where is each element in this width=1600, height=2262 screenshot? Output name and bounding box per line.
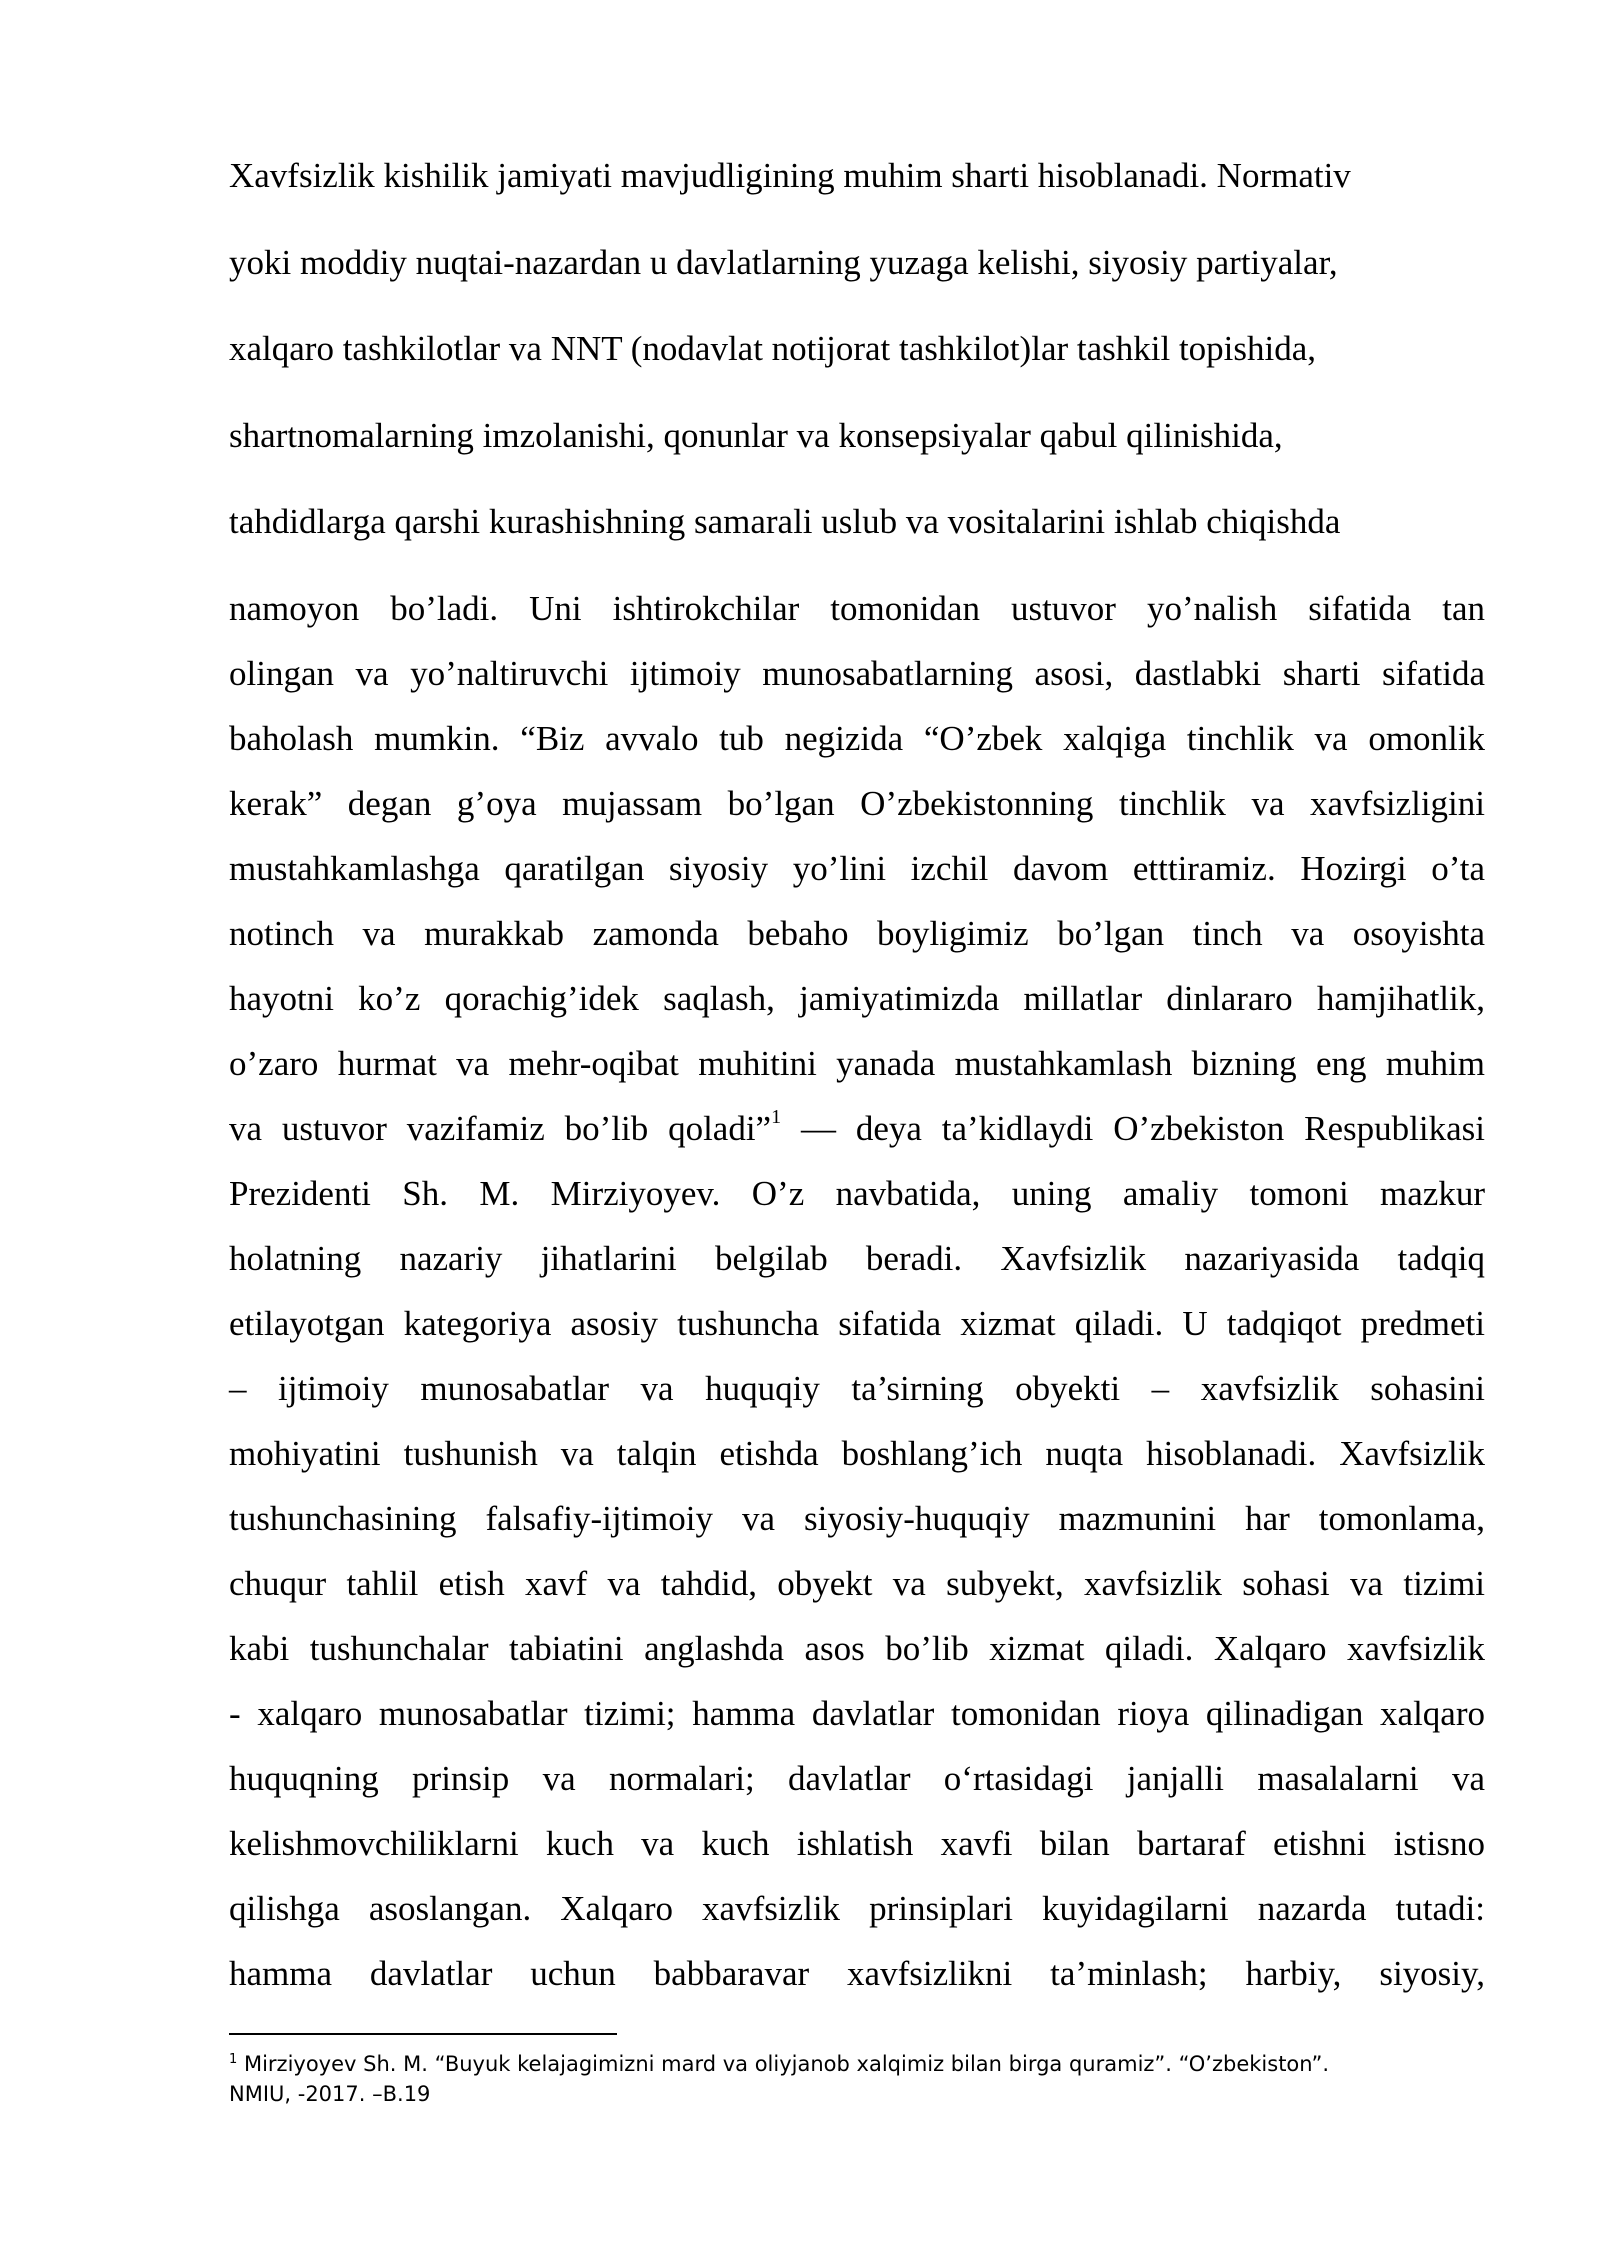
paragraph-line: tahdidlarga qarshi kurashishning samarali uslub va vositalarini ishlab chiqishda [229, 502, 1341, 541]
footnote-separator [229, 2033, 617, 2035]
paragraph-line: mustahkamlashga qaratilgan siyosiy yo’lini izchil davom etttiramiz. Hozirgi o’ta [229, 849, 1485, 888]
paragraph-line: holatning nazariy jihatlarini belgilab beradi. Xavfsizlik nazariyasida tadqiq [229, 1239, 1485, 1278]
footnote-line [229, 2050, 1329, 2078]
paragraph-line: namoyon bo’ladi. Uni ishtirokchilar tomonidan ustuvor yo’nalish sifatida tan [229, 589, 1485, 628]
paragraph-line: baholash mumkin. “Biz avvalo tub negizida “O’zbek xalqiga tinchlik va omonlik [229, 719, 1485, 758]
paragraph-line: – ijtimoiy munosabatlar va huquqiy ta’sirning obyekti – xavfsizlik sohasini [229, 1369, 1485, 1408]
paragraph-line: o’zaro hurmat va mehr-oqibat muhitini yanada mustahkamlash bizning eng muhim [229, 1044, 1485, 1083]
paragraph-line: - xalqaro munosabatlar tizimi; hamma davlatlar tomonidan rioya qilinadigan xalqaro [229, 1694, 1485, 1733]
footnote-number: 1 [229, 2052, 238, 2067]
paragraph-line: kabi tushunchalar tabiatini anglashda asos bo’lib xizmat qiladi. Xalqaro xavfsizlik [229, 1629, 1485, 1668]
footnote-reference[interactable]: 1 [771, 1106, 782, 1129]
paragraph-line: qilishga asoslangan. Xalqaro xavfsizlik prinsiplari kuyidagilarni nazarda tutadi: [229, 1889, 1485, 1928]
paragraph-line-with-footnote-ref [229, 1107, 1485, 1151]
paragraph-line: kerak” degan g’oya mujassam bo’lgan O’zbekistonning tinchlik va xavfsizligini [229, 784, 1485, 823]
paragraph-line: notinch va murakkab zamonda bebaho boyligimiz bo’lgan tinch va osoyishta [229, 914, 1485, 953]
paragraph-line: yoki moddiy nuqtai-nazardan u davlatlarning yuzaga kelishi, siyosiy partiyalar, [229, 243, 1338, 282]
paragraph-line: Xavfsizlik kishilik jamiyati mavjudligining muhim sharti hisoblanadi. Normativ [229, 156, 1351, 195]
paragraph-line: Prezidenti Sh. M. Mirziyoyev. O’z navbatida, uning amaliy tomoni mazkur [229, 1174, 1485, 1213]
paragraph-line: tushunchasining falsafiy-ijtimoiy va siyosiy-huquqiy mazmunini har tomonlama, [229, 1499, 1485, 1538]
quote-end-text: va ustuvor vazifamiz bo’lib qoladi” [229, 1109, 772, 1148]
attribution-text: — deya ta’kidlaydi O’zbekiston Respublikasi [781, 1109, 1486, 1148]
paragraph-line: huquqning prinsip va normalari; davlatlar oʻrtasidagi janjalli masalalarni va [229, 1759, 1485, 1798]
footnote-line: NMIU, -2017. –B.19 [229, 2082, 431, 2106]
paragraph-line: hayotni ko’z qorachig’idek saqlash, jamiyatimizda millatlar dinlararo hamjihatlik, [229, 979, 1485, 1018]
paragraph-line: mohiyatini tushunish va talqin etishda boshlang’ich nuqta hisoblanadi. Xavfsizlik [229, 1434, 1485, 1473]
paragraph-line: chuqur tahlil etish xavf va tahdid, obyekt va subyekt, xavfsizlik sohasi va tizimi [229, 1564, 1485, 1603]
footnote-text: Mirziyoyev Sh. M. “Buyuk kelajagimizni mard va oliyjanob xalqimiz bilan birga quramiz”. “O’zbekiston”. [237, 2052, 1329, 2076]
paragraph-line: etilayotgan kategoriya asosiy tushuncha sifatida xizmat qiladi. U tadqiqot predmeti [229, 1304, 1485, 1343]
paragraph-line: kelishmovchiliklarni kuch va kuch ishlatish xavfi bilan bartaraf etishni istisno [229, 1824, 1485, 1863]
paragraph-line: xalqaro tashkilotlar va NNT (nodavlat notijorat tashkilot)lar tashkil topishida, [229, 329, 1317, 368]
paragraph-line: shartnomalarning imzolanishi, qonunlar va konsepsiyalar qabul qilinishida, [229, 416, 1283, 455]
paragraph-line: hamma davlatlar uchun babbaravar xavfsizlikni ta’minlash; harbiy, siyosiy, [229, 1954, 1485, 1993]
paragraph-line: olingan va yo’naltiruvchi ijtimoiy munosabatlarning asosi, dastlabki sharti sifatida [229, 654, 1485, 693]
